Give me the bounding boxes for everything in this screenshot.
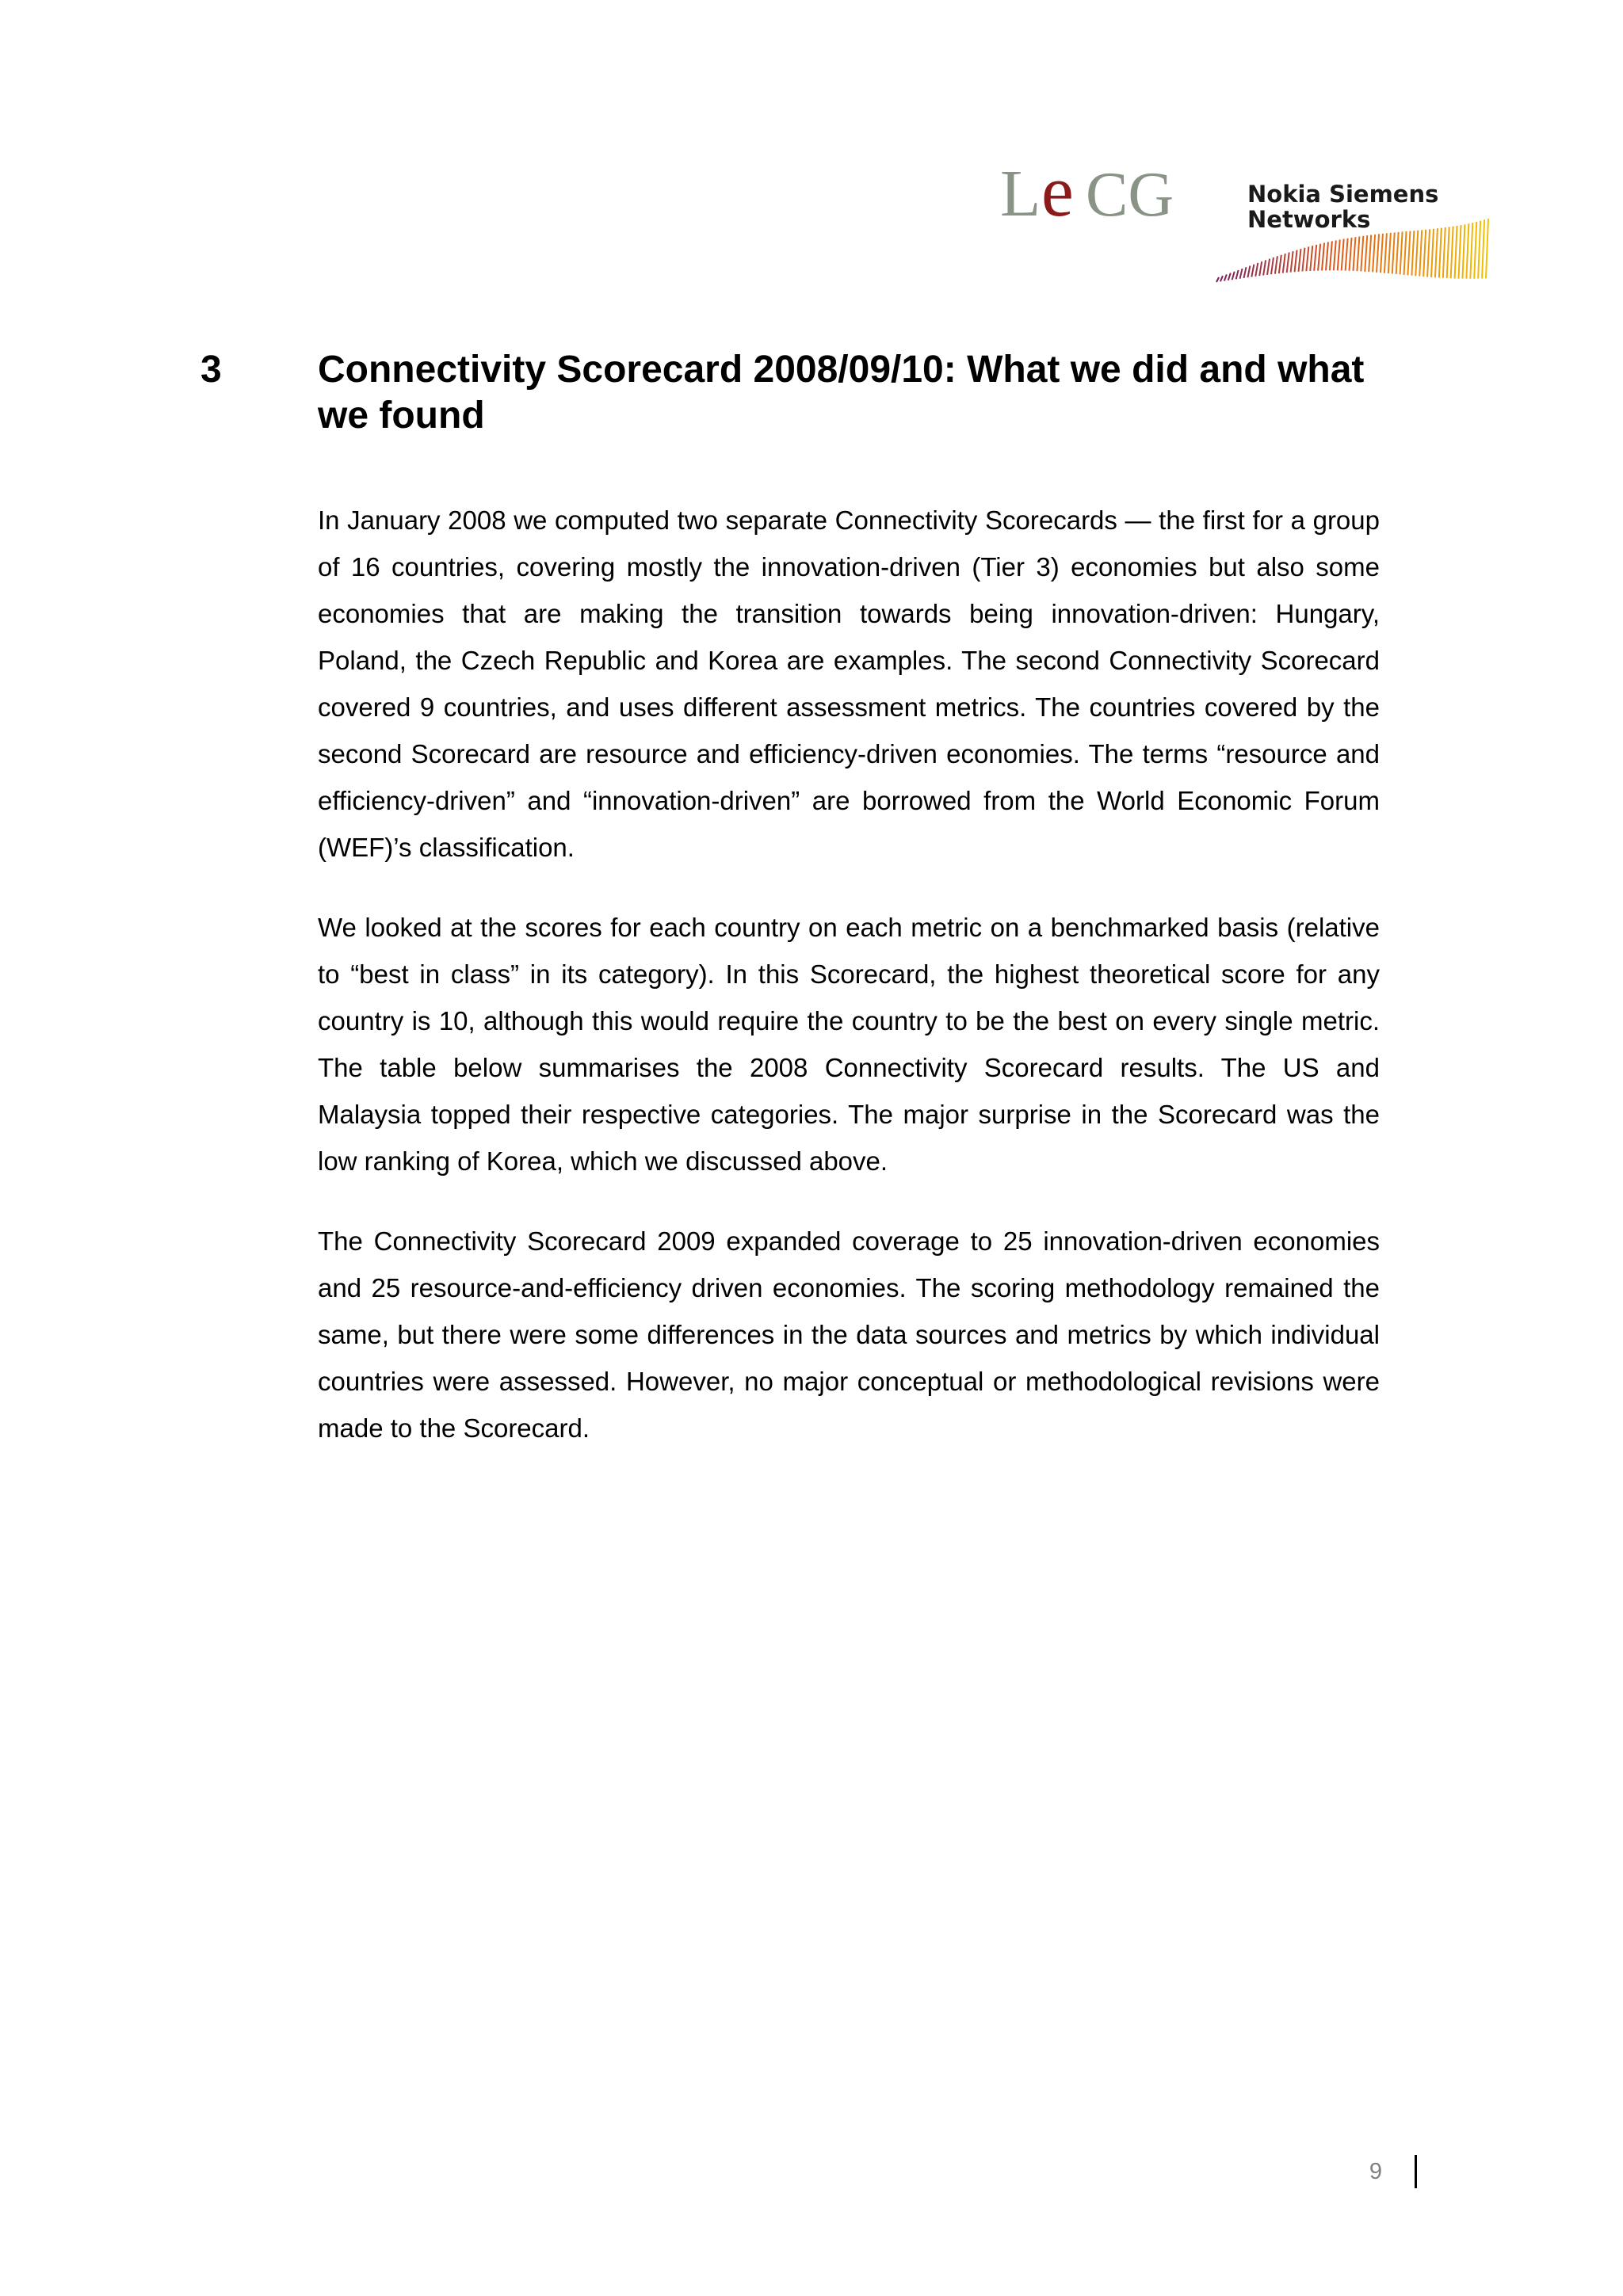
nsn-wave-stroke [1466, 223, 1468, 278]
nsn-wave-stroke [1396, 232, 1399, 274]
section-title: Connectivity Scorecard 2008/09/10: What we did and what we found [318, 349, 1365, 437]
nsn-wave-stroke [1314, 245, 1316, 271]
nsn-wave-stroke [1486, 219, 1488, 279]
nsn-wave-stroke [1322, 243, 1324, 271]
nsn-wave-stroke [1334, 240, 1336, 270]
nsn-wave-stroke [1271, 257, 1274, 274]
nsn-wave-stroke [1330, 241, 1332, 270]
nsn-wave-stroke [1447, 227, 1449, 278]
section-number: 3 [200, 349, 222, 391]
nsn-wave-stroke [1243, 267, 1246, 278]
nsn-wave-stroke [1459, 225, 1461, 278]
nsn-wave-stroke [1287, 253, 1289, 273]
svg-text:e: e [1041, 158, 1074, 230]
nsn-wave-stroke [1462, 224, 1465, 278]
nsn-wave-stroke [1216, 277, 1219, 282]
nsn-wave-stroke [1474, 222, 1476, 279]
nsn-wave-stroke [1224, 274, 1227, 280]
nsn-wave-stroke [1279, 255, 1281, 273]
nsn-wave-stroke [1451, 227, 1453, 279]
nsn-wave-stroke [1478, 221, 1480, 279]
nsn-wave-stroke [1455, 226, 1457, 278]
nsn-wave-stroke [1482, 219, 1484, 278]
nsn-wave-stroke [1298, 249, 1300, 272]
nsn-wave-stroke [1240, 269, 1243, 279]
nsn-wave-stroke [1326, 242, 1328, 271]
nokia-siemens-networks-logo [1212, 178, 1498, 305]
nsn-wave-stroke [1439, 228, 1442, 278]
nsn-wave-stroke [1427, 229, 1430, 277]
nsn-wave-stroke [1263, 260, 1266, 275]
nsn-wave-stroke [1431, 229, 1434, 277]
nsn-wave-stroke [1306, 246, 1308, 271]
nsn-wave-stroke [1228, 273, 1231, 280]
nsn-wave-stroke [1295, 250, 1297, 273]
paragraph-3: The Connectivity Scorecard 2009 expanded coverage to 25 innovation-driven economies and 25 resource-and-efficiency driven economies. The scoring methodology remained the same, but there were some differences in the data sources and metrics by which individual countries were assessed. However, no major conceptual or methodological revisions were made to the Scorecard. [318, 1226, 1380, 1443]
nsn-wave-stroke [1388, 233, 1391, 273]
nsn-wave-stroke [1419, 230, 1422, 276]
nsn-wave-stroke [1318, 244, 1320, 271]
nsn-wave-stroke [1353, 237, 1355, 271]
nsn-wave-stroke [1267, 259, 1270, 275]
nsn-wave-stroke [1361, 236, 1363, 272]
nsn-wave-stroke [1350, 238, 1352, 271]
nsn-wave-stroke [1220, 276, 1223, 281]
nsn-wave-stroke [1338, 240, 1340, 271]
nsn-wave-stroke [1275, 256, 1277, 273]
nsn-wave-stroke [1470, 223, 1472, 279]
nsn-wave-stroke [1365, 235, 1367, 272]
nsn-wave-stroke [1236, 270, 1239, 280]
nsn-wave-stroke [1392, 232, 1395, 273]
nsn-wave-stroke [1302, 248, 1304, 272]
nsn-wave-stroke [1342, 239, 1344, 271]
nsn-wave-stroke [1384, 233, 1387, 273]
nsn-wave-stroke [1346, 238, 1348, 271]
nsn-wave-stroke [1310, 246, 1312, 271]
nsn-wave-stroke [1423, 230, 1426, 277]
nsn-wave-stroke [1377, 234, 1379, 272]
nsn-wave-stroke [1404, 231, 1407, 275]
page-number-divider [1415, 2155, 1417, 2188]
nsn-wave-stroke [1247, 265, 1250, 277]
body-text [318, 497, 1380, 1485]
nsn-wave-stroke [1283, 254, 1285, 273]
nsn-wave-stroke [1369, 235, 1371, 273]
nsn-wave-stroke [1291, 251, 1293, 273]
nsn-wave-stroke [1232, 272, 1235, 280]
nsn-wave-stroke [1255, 263, 1258, 277]
nsn-wave-stroke [1415, 231, 1418, 277]
nsn-wave-stroke [1357, 236, 1359, 271]
nsn-wave-stroke [1373, 235, 1375, 273]
nsn-wave-stroke [1381, 234, 1383, 273]
svg-text:CG: CG [1086, 160, 1174, 230]
paragraph-1: In January 2008 we computed two separate Connectivity Scorecards — the first for a group of 16 countries, covering mostly the innovation-driven (Tier 3) economies but also some economies that are making the transition towards being innovation-driven: Hungary, Poland, the Czech Republic and Korea are examples. The second Connectivity Scorecard covered 9 countries, and uses different assessment metrics. The countries covered by the second Scorecard are resource and efficiency-driven economies. The terms “resource and efficiency-driven” and “innovation-driven” are borrowed from the World Economic Forum (WEF)’s classification. [318, 505, 1380, 862]
nsn-wave-stroke [1411, 231, 1414, 276]
svg-text:L: L [1000, 158, 1041, 230]
nsn-wave-stroke [1251, 265, 1254, 277]
nsn-wave-stroke [1407, 231, 1410, 276]
lecg-logo [1000, 158, 1190, 230]
nsn-logo-line1: Nokia Siemens [1247, 181, 1439, 208]
page-number: 9 [1369, 2159, 1382, 2184]
paragraph-2: We looked at the scores for each country on each metric on a benchmarked basis (relative to “best in class” in its category). In this Scorecard, the highest theoretical score for any country is 10, although this would require the country to be the best on every single metric. The table below summarises the 2008 Connectivity Scorecard results. The US and Malaysia topped their respective categories. The major surprise in the Scorecard was the low ranking of Korea, which we discussed above. [318, 913, 1380, 1176]
nsn-wave-stroke [1259, 261, 1262, 276]
nsn-logo-line2: Networks [1247, 206, 1371, 233]
nsn-wave-stroke [1400, 231, 1403, 274]
nsn-wave-stroke [1443, 227, 1445, 278]
nsn-wave-stroke [1435, 228, 1438, 277]
